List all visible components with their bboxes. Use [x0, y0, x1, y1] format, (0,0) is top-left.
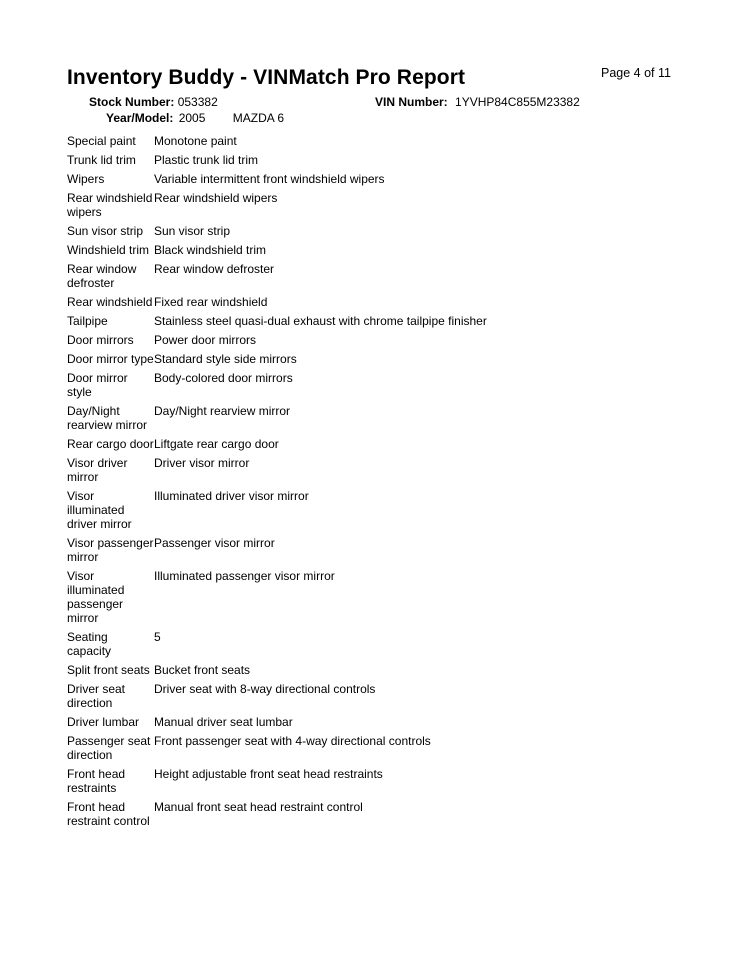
row-label: Door mirrors [67, 333, 134, 347]
row-value: Driver seat with 8-way directional controls [154, 682, 376, 696]
table-row [67, 489, 687, 531]
row-value: Manual front seat head restraint control [154, 800, 363, 814]
year-model-label: Year/Model: [106, 111, 174, 125]
table-row [67, 456, 687, 484]
row-value: Power door mirrors [154, 333, 257, 347]
row-label: Split front seats [67, 663, 150, 677]
vin-number-value: 1YVHP84C855M23382 [455, 95, 580, 109]
row-value: Body-colored door mirrors [154, 371, 293, 385]
table-row [67, 262, 687, 290]
table-row [67, 404, 687, 432]
row-label: Front head restraints [67, 767, 126, 795]
year-value: 2005 [178, 111, 206, 125]
row-value: Driver visor mirror [154, 456, 250, 470]
row-label: Visor driver mirror [67, 456, 128, 484]
table-row [67, 715, 687, 729]
row-label: Wipers [67, 172, 105, 186]
row-label: Driver lumbar [67, 715, 140, 729]
row-label: Passenger seat direction [67, 734, 151, 762]
table-row [67, 314, 687, 328]
report-title: Inventory Buddy - VINMatch Pro Report [67, 66, 466, 89]
table-row [67, 536, 687, 564]
row-value: Front passenger seat with 4-way directional controls [154, 734, 431, 748]
row-label: Sun visor strip [67, 224, 144, 238]
vin-number-label: VIN Number: [375, 95, 448, 109]
row-label: Tailpipe [67, 314, 108, 328]
table-row [67, 191, 687, 219]
row-value: Bucket front seats [154, 663, 251, 677]
row-value: Liftgate rear cargo door [154, 437, 279, 451]
row-value: Stainless steel quasi-dual exhaust with chrome tailpipe finisher [154, 314, 487, 328]
row-value: Passenger visor mirror [154, 536, 275, 550]
row-value: Height adjustable front seat head restraints [154, 767, 383, 781]
row-value: 5 [154, 630, 161, 644]
row-label: Trunk lid trim [67, 153, 136, 167]
row-label: Rear windshield wipers [67, 191, 153, 219]
stock-number-label: Stock Number: [89, 95, 175, 109]
table-row [67, 437, 687, 451]
row-label: Special paint [67, 134, 136, 148]
row-value: Plastic trunk lid trim [154, 153, 259, 167]
table-row [67, 682, 687, 710]
page-number: Page 4 of 11 [601, 66, 671, 80]
row-label: Rear window defroster [67, 262, 137, 290]
row-label: Driver seat direction [67, 682, 126, 710]
row-label: Seating capacity [67, 630, 112, 658]
row-value: Rear window defroster [154, 262, 275, 276]
table-row [67, 134, 687, 148]
row-label: Door mirror type [67, 352, 154, 366]
row-value: Day/Night rearview mirror [154, 404, 291, 418]
row-label: Day/Night rearview mirror [67, 404, 148, 432]
row-value: Fixed rear windshield [154, 295, 268, 309]
row-label: Windshield trim [67, 243, 150, 257]
row-value: Sun visor strip [154, 224, 231, 238]
row-value: Variable intermittent front windshield wipers [154, 172, 385, 186]
table-row [67, 243, 687, 257]
row-label: Visor passenger mirror [67, 536, 154, 564]
table-row [67, 153, 687, 167]
stock-number-value: 053382 [177, 95, 218, 109]
model-value: MAZDA 6 [232, 111, 285, 125]
stock-number [89, 95, 218, 109]
vin-number [375, 95, 580, 109]
row-value: Manual driver seat lumbar [154, 715, 293, 729]
row-value: Monotone paint [154, 134, 237, 148]
table-row [67, 734, 687, 762]
row-label: Visor illuminated passenger mirror [67, 569, 125, 625]
table-row [67, 767, 687, 795]
row-value: Illuminated driver visor mirror [154, 489, 309, 503]
table-row [67, 172, 687, 186]
year-model [106, 111, 284, 125]
row-label: Front head restraint control [67, 800, 150, 828]
table-row [67, 352, 687, 366]
table-row [67, 224, 687, 238]
table-row [67, 800, 687, 828]
spec-table [67, 134, 687, 833]
table-row [67, 371, 687, 399]
table-row [67, 295, 687, 309]
table-row [67, 333, 687, 347]
table-row [67, 663, 687, 677]
row-value: Illuminated passenger visor mirror [154, 569, 335, 583]
row-value: Standard style side mirrors [154, 352, 297, 366]
row-label: Visor illuminated driver mirror [67, 489, 132, 531]
table-row [67, 569, 687, 625]
row-label: Door mirror style [67, 371, 128, 399]
row-value: Black windshield trim [154, 243, 267, 257]
row-value: Rear windshield wipers [154, 191, 278, 205]
row-label: Rear cargo door [67, 437, 154, 451]
row-label: Rear windshield [67, 295, 153, 309]
table-row [67, 630, 687, 658]
